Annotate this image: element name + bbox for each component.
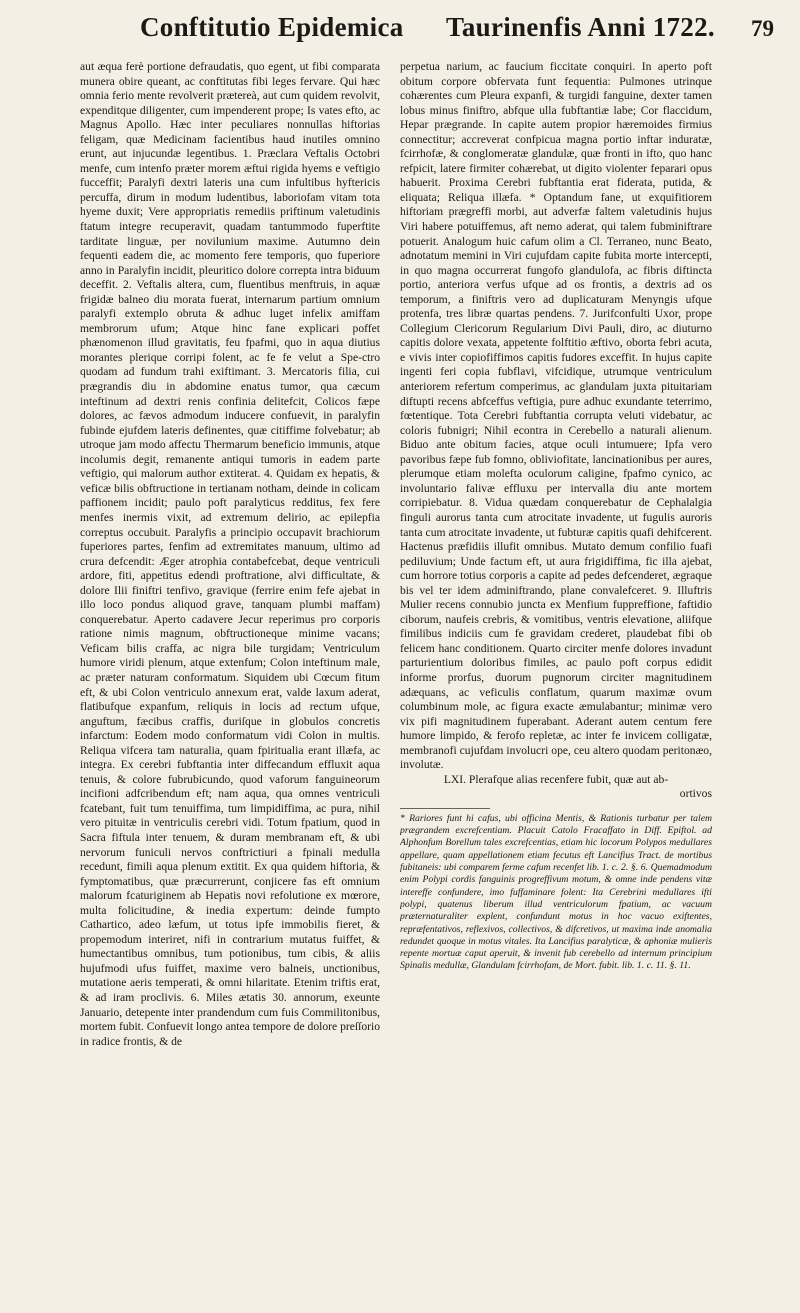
header-right-title: Taurinenfis Anni 1722.: [446, 12, 715, 42]
footnote-rule: [400, 808, 490, 809]
catchword: ortivos: [679, 787, 712, 801]
right-column: [400, 60, 712, 1300]
header-left-title: Conftitutio Epidemica: [140, 12, 404, 42]
right-column-text: perpetua narium, ac faucium ficcitate conquiri. In aperto poft obitum corpore obfervata funt fequentia: Pulmones utrinque cohærentes cum Pleura expanfi, & turgidi fanguine, dexter tamen lobus minus finiftro, abfque ulla fubftantiæ labe; Cor flaccidum, Hepar prægrande. In capite autem propior hæremoides firmius connectitur; accreverat confpicua magna portio inftar induratæ, fcirrhofæ, & conglomeratæ glandulæ, quæ fronti in ifto, quo hanc refpicit, latere firmiter cohærebat, ut digito violenter feparari opus habuerit. Proxima Cerebri fubftantia erat fiderata, putida, & eliquata; Reliqua illæfa. * Optandum fane, ut exquifitiorem hiftoriam prægreffi morbi, aut adverfæ faltem valetudinis hujus Viri habere potuiffemus, aft nemo aderat, qui talem fubminiftrare potuerit. Analogum huic cafum olim a Cl. Terraneo, nunc Beato, adnotatum memini in Viri cujufdam capite fubita morte intercepti, in quo magna occurrerat fungofo glandulofa, ac fibris diftincta portio, anteriora verfus ufque ad os frontis, a dextris ad os temporum, a finiftris vero ad duplicaturam Menyngis ufque protenfa, tres libræ quartas pendens. 7. Jurifconfulti Uxor, prope Collegium Clericorum Regularium Divi Pauli, diro, ac diuturno capitis dolore vexata, appetente folftitio æftivo, oborta febri acuta, e vivis inter copiofiffimos capitis fudores exceffit. In hujus capite ingenti feri copia fubflavi, vifcidique, utrumque ventriculum anteriorem refertum comperimus, ac glandulam juxta pituitariam diftupti recens abfceffus veftigia, pure adhuc exundante teterrimo, fœtentique. Tota Cerebri fubftantia corrupta veluti videbatur, ac coloris fubnigri; Nihil econtra in Cerebello a naturali alienum. Biduo ante obitum facies, atque oculi intumuere; Ipfa vero pavoribus fæpe fub fomno, obliviofitate, lancinationibus per aures, plerumque etiam molefta oculorum caligine, fpafmo cynico, ac involuntario falivæ effluxu per intervalla diu ante mortem corripiebatur. 8. Vidua quædam conquerebatur de Cephalalgia finguli aurorus tanta cum atrocitate invadente, ut fugulis auroris tanta cum atrocitate invadente, ut fubturæ capitis quafi dehifcerent. Hactenus præfidiis illufit omnibus. Mutato demum confilio fuafi pediluvium; Unde factum eft, ut aura frigidiffima, fic illa ajebat, cum horrore totius corporis a capite ad pedes defcenderet, ægraque bis vel ter idem adminiftrando, plane convalefceret. 9. Illuftris Mulier recens connubio juncta ex Menfium fuppreffione, faftidio ciborum, naufeis crebris, & vomitibus, ventris elevatione, aliifque fimilibus indiciis cum fe gravidam crederet, plaudebat fibi ob felicem hanc conditionem. Quarto circiter menfe dolores invadunt parturientium doloribus fimiles, ac paulo poft corpus edidit informe prorfus, duorum pugnorum circiter magnitudinem adæquans, ac veficulis conflatum, quarum maximæ ovum columbinum mole, ac figura exacte æmulabantur; minimæ vero vix pifi magnitudinem fuperabant. Aderant autem centum fere humore limpido, & ferofo repletæ, ac inter fe invicem colligatæ, membranofi cujufdam involucri ope, ceu altero quodam peritonæo, involutæ.: [400, 60, 712, 772]
left-column-text: aut æqua ferè portione defraudatis, quo egent, ut fibi comparata munera obire queant, ac conftitutas fibi leges fervare. Qui hæc omnia ferio mente revolverit prætereà, aut cum quidem revolvit, expenditque diligenter, cum impenderent prope; Is vates efto, ac Magnus Apollo. Hæc inter peculiares nonnullas hiftorias feligam, quæ Medicinam facientibus haud inutiles omnino erunt, aut injucundæ legentibus. 1. Præclara Veftalis Octobri menfe, cum intenfo præter morem æftui rigida hyems e veftigio fucceffit; Paralyfi dextri lateris una cum infultibus hyftericis percuffa, dirum in modum ludentibus, laboriofam vitam tota hyeme duxit; Vere appropriatis remediis priftinum valetudinis ftatum integre recuperavit, quadam tantummodo fuperftite tarditate linguæ, per novilunium maxime. Autumno dein fequenti eadem die, ac momento fere temporis, quo fuperiore anno in Paralyfin incidit, pleuritico dolore correpta intra biduum deceffit. 2. Veftalis altera, cum, fluentibus menftruis, in aquæ frigidæ balneo diu morata fuerat, internarum partium omnium paralyfi extemplo obruta & adhuc luget infelix amiffam membrorum ufum; Atque hinc fane explicari poffet phænomenon illud gravitatis, feu fpafmi, quo in aqua diutius morantes plerique corripi folent, ac fe fe velut a Spe-ctro quodam ad fundum trahi exiftimant. 3. Mercatoris filia, cui prægrandis diu in abdomine enatus tumor, qua cæcum inteftinum ad dextri renis confinia delitefcit, Colicos fæpe dolores, ac fævos admodum inducere confuevit, in paralyfin fubinde ejufdem lateris definentes, quæ citiffime folvebatur; ab utroque jam modo affectu Thermarum beneficio immunis, atque incolumis degit, remanente antiqui tumoris in eadem parte veftigio, qui malorum author extiterat. 4. Quidam ex hepatis, & veficæ bilis obftructione in tertianam notham, deinde in colicam paffionem incidit; paulo poft paralyticus redditus, fex fere menfes inermis vixit, ad extremum delirio, ac epilepfia correptus occubuit. Paralyfis a principio occupavit brachiorum fuperiores partes, fenfim ad extremitates manuum, ultimo ad crura defcendit: Æger atrophia contabefcebat, deque ventriculi ardore, fiti, appetitus edendi proftratione, alvi difficultate, & dolore Ilii finiftri tenfivo, gravique (ferrire enim fefe ajebat in illo loco pondus aliquod grave, tanquam plumbi maffam) conquerebatur. Aperto cadavere Jecur reperimus pro corporis ratione nimis magnum, obftructioneque minime vacans; Veficam bilis craffa, ac nigra bile turgidam; Ventriculum humore viridi plenum, atque extenfum; Colon inteftinum male, ac præter naturam conformatum. Siquidem ubi Cœcum fitum eft, & ubi Colon ventriculo annexum erat, valde laxum aderat, flatibufque expanfum, reliquis in locis ad rectum ufque, anguftum, fæcibus craffis, duriſque in globulos concretis infarctum: Eodem modo conformatum vidi Colon in multis. Reliqua vifcera tam naturalia, quam fpiritualia erant illæfa, ac integra. Ex cerebri fubftantia inter diffecandum effluxit aqua tenuis, & colore fubrubicundo, quod vaforum fanguineorum incifioni adfcribendum eft; nam aqua, qua omnes ventriculi fcatebant, fuit tum tenuiffima, tum limpidiffima, ac pura, nihil vero pituitæ in ventriculis cerebri vidi. Totum fpatium, quod in Sacra fiftula inter tenuem, & duram membranam eft, & ubi nervorum funiculi nervos conftrictiuri a fpinali medulla recedunt, fimili aqua plenum extitit. Ex qua quidem hiftoria, & fymptomatibus, quæ præcurrerunt, conjicere fas eft omnium malorum fcaturiginem ab Hepatis novi refolutione ex mœrore, multa folicitudine, & inedia expertum: deinde fumpto Cathartico, adeo læfum, ut totus ipfe immobilis fieret, & propemodum interiret, nifi in contrarium mutatus fuiffet, & humectantibus omnibus, tum potionibus, tum cibis, & aliis hujufmodi ufus fuiffet, maxime vero balneis, unctionibus, mutatione aeris temperati, & omni hilaritate. Etenim triftis erat, & ad iram proclivis. 6. Miles ætatis 30. annorum, exeunte Januario, detepente inter prandendum cum fuis Commilitonibus, mortem fubit. Confuevit longo antea tempore de dolore preſſorio in radice frontis, & de: [80, 60, 380, 1048]
page-number: 79: [751, 16, 774, 41]
left-column: [80, 60, 380, 1300]
footnote: * Rariores funt hi cafus, ubi officina Mentis, & Rationis turbatur per talem prægrandem excrefcentiam. Placuit Catolo Fracaffato in Diff. Epiftol. ad Alphonfum Borellum tales excrefcentias, etiam hic locorum Polypos medullares appellare, quam appellationem etiam fecutus eft Lancifius Tract. de mortibus fubitaneis: ubi comparem ferme cafum recenfet lib. 1. c. 2. §. 6. Quemadmodum enim Polypi cordis fanguinis progreffivum motum, & omne inde pendens vitæ intereffe confundere, imo fuffaminare folent: Ita Cerebrini medullares ifti polypi, quatenus liberum illud ventriculorum fpatium, ac vacuum præternaturaliter explent, confundunt motus in hoc vacuo exiftentes, repræfentativos, reflexivos, collectivos, & difcretivos, ut maxima inde anomalia redundet quoque in motus vitales. Ita Lancifius paralyticæ, & aphoniæ mulieris repente mortuæ caput aperuit, & invenit fub cerebello ad internum principium Spinalis medullæ, Glandulam fcirrhofam, de Mort. fubit. lib. 1. c. 11. §. 11.: [400, 812, 712, 972]
running-header: [70, 8, 780, 48]
section-heading: LXI. Plerafque alias recenfere fubit, quæ aut ab-: [443, 772, 669, 786]
